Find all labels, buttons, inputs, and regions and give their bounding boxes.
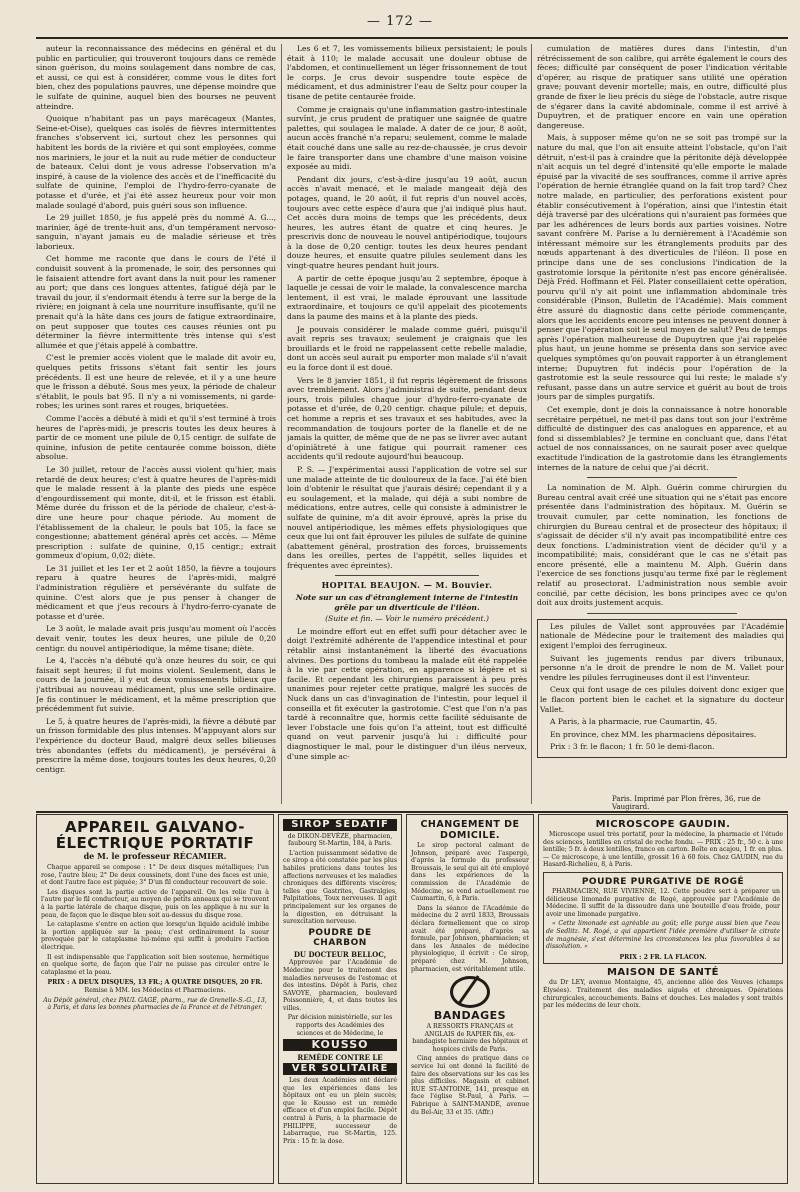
paragraph: En province, chez MM. les pharmaciens dépositaires. [550, 729, 757, 739]
vallet-notice [537, 619, 787, 758]
ad-title: VER SOLITAIRE [283, 1063, 397, 1075]
ad-text: Le sirop pectoral calmant de Johnson, préparé avec l'aspergè, d'après la formule du professeur Broussais, le seul qui ait été employé dans les expériences de la commission de l'Académie de Médecine, se vend actuellement rue Caumartin, 6, à Paris. [411, 842, 529, 903]
paragraph: auteur la reconnaissance des médecins en général et du public en particulier, qui trouveront toujours dans ce remède sinon guérison, du moins soulagement dans nombre de cas, et aussi, ce qui est à considérer, comme vous le dites fort bien, chez des populations pauvres, une dépense moindre que le sulfate de quinine, auquel bien des bourses ne peuvent atteindre. [36, 44, 276, 111]
paragraph: C'est le premier accès violent que le malade dit avoir eu, quelques petits frissons s'étant fait sentir les jours précédents. Il est une heure de relevée, et il y a une heure que le frisson a débuté. Sous mes yeux, la période de chaleur s'établit, le pouls bat 95. Il n'y a ni vomissements, ni garde-robes; les urines sont rares et rouges, briquetées. [36, 353, 276, 411]
section-divider [335, 575, 479, 576]
ad-subtitle: A RESSORTS FRANÇAIS et ANGLAIS de RAPIER fils, ex-bandagiste herniaire des hôpitaux et hospices civils de Paris. [412, 1023, 528, 1053]
column-divider [281, 44, 282, 804]
ad-text: Cinq années de pratique dans ce service lui ont donné la facilité de faire des observations sur les cas les plus difficiles. Magasin et cabinet RUE ST-ANTOINE, 141, presque en face l'église St-Paul, à Paris. — Fabrique à SAINT-MANDÉ, avenue du Bel-Air, 33 et 35. (Affr.) [411, 1055, 529, 1116]
paragraph: Mais, à supposer même qu'on ne se soit pas trompé sur la nature du mal, que l'on ait ensuite atteint l'obstacle, qu'on l'ait détruit, n'est-il pas à craindre que la péritonite déjà développée n'ait acquis un tel degré d'intensité qu'elle emporte le malade épuisé par la vivacité de ses souffrances, comme il arrive après l'opération de hernie étranglée quand on la fait trop tard? Chez notre malade, en particulier, des perforations existent pour établir consécutivement à l'opération, ainsi que l'intestin était déjà traversé par des ulcérations qui n'auraient pas formées que par les adhérences de leurs bords aux parties voisines. Notre savant confrère M. Parise a lu dernièrement à l'Académie son intéressant mémoire sur les étranglements produits par des nœuds appartenant à des diverticules de l'iléon. Il pose en principe dans une de ses conclusions l'indication de la gastrotomie lorsque la péritonite n'est pas encore généralisée. Déjà Fréd. Hoffmann et Fél. Plater conseillaient cette opération, pourvu qu'il n'y ait point une inflammation abdominale très considérable (Pinson, Bulletin de l'Académie). Mais comment être assuré du diagnostic dans cette période commençante, alors que les accidents encore peu intenses ne peuvent donner à penser que l'opération soit le seul moyen de salut? Peu de temps après l'opération malheureuse de Dupuytren que j'ai rappelée plus haut, un jeune homme se présenta dans son service avec quelques symptômes qu'on pouvait rapporter à un étranglement interne; Dupuytren fut indécis pour l'opération de la gastrotomie est la seule ressource qui lui reste; le malade s'y refusant, passe dans un autre service et guérit au bout de trois jours par de simples purgatifs. [537, 133, 787, 402]
ad-title: POUDRE PURGATIVE DE ROGÉ [581, 876, 745, 887]
paragraph: P. S. — J'expérimentai aussi l'application de votre sel sur une malade atteinte de tic douloureux de la face. J'ai été bien loin d'obtenir le résultat que j'aurais désiré; cependant il y a eu soulagement, et la malade, qui déjà a subi nombre de médications, entre autres, celle qui consiste à administrer le sulfate de quinine, m'a dit avoir éprouvé, après la prise du nouvel antipériodique, les mêmes effets physiologiques que ceux que lui ont fait éprouver les pilules de sulfate de quinine (abattement général, prostration des forces, bruissements dans les oreilles, pertes de l'appétit, selles liquides et fréquentes avec épreintes). [287, 464, 527, 570]
paragraph: Comme je craignais qu'une inflammation gastro-intestinale survînt, je crus prudent de pratiquer une saignée de quatre palettes, qui soulagea le malade. A dater de ce jour, 8 août, aucun accès franché n'a reparu; seulement, comme le malade était couché dans une salle au rez-de-chaussée, je crus devoir le faire transporter dans une chambre d'une maison voisine exposée au midi. [287, 104, 527, 172]
paragraph: A Paris, à la pharmacie, rue Caumartin, 45. [550, 717, 718, 727]
section-divider [587, 613, 737, 614]
ad-depot: Au Dépôt général, chez PAUL GAGÉ, pharm., rue de Grenelle-S.-G., 13, à Paris, et dans les bonnes pharmacies de la France et de l'étranger. [43, 996, 267, 1012]
ad-sirop-kousso [278, 814, 402, 1184]
ad-price: PRIX : A DEUX DISQUES, 13 FR.; A QUATRE DISQUES, 20 FR. [47, 979, 263, 987]
paragraph: Le 30 juillet, retour de l'accès aussi violent qu'hier, mais retardé de deux heures; c'est à quatre heures de l'après-midi que le malade ressent à la plante des pieds une espèce d'engourdissement qui monte, dit-il, et le frisson est établi. Même durée du frisson et de la période de chaleur, c'est-à-dire une heure pour chaque période. Au moment de l'établissement de la chaleur, le pouls bat 105, la face se congestionne; abattement général après cet accès. — Même prescription : sulfate de quinine, 0,15 centigr.; extrait gommeux d'opium, 0,02; diète. [36, 464, 276, 561]
ads-rule [36, 811, 788, 813]
paragraph: Le 31 juillet et les 1er et 2 août 1850, la fièvre a toujours reparu à quatre heures de l'après-midi, malgré l'administration régulière et persévérante du sulfate de quinine. C'est alors que je pus penser à changer de médicament et que j'eus recours à l'hydro-ferro-cyanate de potasse et d'urée. [36, 563, 276, 621]
ad-remise: Remise à MM. les Médecins et Pharmaciens. [84, 986, 226, 994]
ad-text: Approuvée par l'Académie de Médecine pour le traitement des maladies nerveuses de l'estomac et des intestins. Dépôt à Paris, chez SAVOYE, pharmacien, boulevard Poissonnière, 4, et dans toutes les villes. [283, 959, 397, 1012]
section-title: HOPITAL BEAUJON. — M. Bouvier. [321, 580, 493, 591]
ad-price: PRIX : 2 FR. LA FLACON. [619, 953, 707, 961]
paragraph: Prix : 3 fr. le flacon; 1 fr. 50 le demi-flacon. [550, 742, 715, 752]
ad-text: Les disques sont la partie active de l'appareil. On les relie l'un à l'autre par le fil conducteur, au moyen de petits anneaux qui se trouvent à la partie latérale de chaque disque, puis on les applique à nu sur la peau, de façon que le disque bleu soit au-dessus du disque rose. [41, 888, 269, 919]
ad-text: Les deux Académies ont déclaré que les expériences dans les hôpitaux ont eu un plein succès; que le Kousso est un remède efficace et d'un emploi facile. Dépôt central à Paris, à la pharmacie de PHILIPPE, successeur de Labarraque, rue St-Martin, 125. Prix : 15 fr. la dose. [283, 1077, 397, 1145]
paragraph: Quoique n'habitant pas un pays marécageux (Mantes, Seine-et-Oise), quelques cas isolés de fièvres intermittentes franches s'observent ici, surtout chez les personnes qui habitent les bords de la rivière et qui sont employées, comme nos mariniers, le jour et la nuit au rude métier de conducteur de bateaux. Celui dont je vous adresse l'observation m'a inspiré, à cause de la violence des accès et de l'inefficacité du sulfate de quinine, l'emploi de l'hydro-ferro-cyanate de potasse et d'urée, et j'ai été assez heureux pour voir mon malade soulagé d'abord, puis guéri sous son influence. [36, 114, 276, 210]
ad-subtitle: de M. le professeur RÉCAMIER. [83, 851, 227, 861]
ad-microscope [538, 814, 788, 1184]
article-column-3 [537, 44, 787, 804]
ad-galvano [36, 814, 274, 1184]
ad-subtitle: REMÈDE CONTRE LE [297, 1052, 383, 1062]
ad-title: SIROP SÉDATIF [283, 819, 397, 831]
column-divider [531, 44, 532, 804]
section-subtitle: Note sur un cas d'étranglement interne de l'intestin grêle par un diverticule de l'iléon. [295, 593, 519, 612]
paragraph: Vers le 8 janvier 1851, il fut repris légèrement de frissons avec tremblement. Alors j'administrai de suite, pendant deux jours, trois pilules chaque jour d'hydro-ferro-cyanate de potasse et d'urée, de 0,20 centigr. chaque pilule; et depuis, cet homme a repris et ses travaux et ses habitudes, avec la recommandation de toujours porter de la flanelle et de ne jamais la quitter, de même que de ne pas se livrer avec autant d'opiniâtreté à une fatigue qui pourrait ramener ces accidents qu'il redoute aujourd'hui beaucoup. [287, 375, 527, 462]
imprint-line: Paris. Imprimé par Plon frères, 36, rue de Vaugirard. [612, 795, 761, 811]
ad-text: Le cataplasme s'entre en action que lorsqu'un liquide acidulé imbibe la portion appliquée sur la peau; c'est ordinairement la sueur provoquée par le cataplasme lui-même qui suffit à produire l'action électrique. [41, 921, 269, 951]
paragraph: Le 29 juillet 1850, je fus appelé près du nommé A. G..., marinier, âgé de trente-huit ans, d'un tempérament nervoso-sanguin, n'ayant jamais eu de maladie sérieuse et très laborieux. [36, 213, 276, 251]
ad-title: CHANGEMENT DE DOMICILE. [420, 819, 520, 841]
ad-text: Dans la séance de l'Académie de médecine du 2 avril 1833, Broussais déclara formellement que ce sirop avait été préparé, d'après sa formule, par Johnson, pharmacien; et dans les Annales de médecine physiologique, il écrivit : Ce sirop, préparé chez M. Johnson, pharmacien, est véritablement utile. [411, 904, 529, 973]
paragraph: Comme l'accès a débuté à midi et qu'il s'est terminé à trois heures de l'après-midi, je prescris toutes les deux heures à partir de ce moment une pilule de 0,15 centigr. de sulfate de quinine, infusion de petite centaurée comme boisson, diète absolue. [36, 413, 276, 462]
paragraph: A partir de cette époque jusqu'au 2 septembre, époque à laquelle je cessai de voir le malade, la convalescence marcha lentement, il est vrai, le malade éprouvant une lassitude extraordinaire, et toujours ce qu'il appelait des picotements dans la paume des mains et à la plante des pieds. [287, 273, 527, 322]
ad-title: POUDRE DE CHARBON [308, 927, 372, 948]
ad-text: L'action puissamment sédative de ce sirop a été constatée par les plus habiles praticiens dans toutes les affections nerveuses et les maladies chroniques des différents viscères; telles que Gastrites, Gastralgies, Palpitations, Toux nerveuses. Il agit principalement sur les organes de la digestion, en détruisant la surexcitation nerveuse. [283, 849, 397, 926]
ad-text: Il est indispensable que l'application soit bien soutenue, hermétique en quelque sorte, de façon que l'air ne puisse pas circuler entre le cataplasme et la peau. [41, 953, 269, 976]
ad-title: MICROSCOPE GAUDIN. [595, 819, 731, 830]
section-note: (Suite et fin. — Voir le numéro précédent.) [325, 614, 489, 624]
ad-title: MAISON DE SANTÉ [606, 967, 720, 979]
article-column-1 [36, 44, 276, 804]
paragraph: Les 6 et 7, les vomissements bilieux persistaient; le pouls était à 110; le malade accusait une douleur obtuse de l'abdomen, et continuellement un léger frissonnement de tout le corps. Je crus devoir suspendre toute espèce de médicament, et dus administrer l'eau de Seltz pour couper la tisane de petite centaurée froide. [287, 44, 527, 101]
ad-title: APPAREIL GALVANO-ÉLECTRIQUE PORTATIF [55, 818, 255, 852]
paragraph: Les pilules de Vallet sont approuvées par l'Académie nationale de Médecine pour le traitement des maladies qui exigent l'emploi des ferrugineux. [540, 621, 784, 651]
page-number: — 172 — [366, 14, 434, 29]
ad-quote: « Cette limonade est agréable au goût; elle purge aussi bien que l'eau de Sedlitz. M. Rogé, a qui appartient l'idée première d'utiliser le citrate de magnésie, s'est déterminé les circonstances les plus favorables à sa dissolution. » [546, 920, 780, 951]
nomination-paragraph: La nomination de M. Alph. Guérin comme chirurgien du Bureau central avait créé une situation qui ne s'était pas encore présentée dans l'administration des hôpitaux. M. Guérin se trouvait cumuler, par cette nomination, les fonctions de chirurgien du Bureau central et de prosecteur des hôpitaux; il s'agissait de décider s'il n'y avait pas incompatibilité entre ces deux fonctions. L'administration vient de décider qu'il y a incompatibilité; mais, considérant que le cas ne s'était pas encore présenté, elle a maintenu M. Alph. Guérin dans l'exercice de ses fonctions jusqu'au terme fixé par le règlement relatif au prosectorat. L'administration nous semble avoir concilié, par cette décision, les bons principes avec ce qu'on doit aux droits justement acquis. [537, 483, 787, 608]
top-rule [36, 37, 788, 39]
ad-maker: de DIKON-DEVÉZE, pharmacien, faubourg St-Martin, 184, à Paris. [287, 832, 393, 848]
ad-text: Microscope usuel très portatif, pour la médecine, la pharmacie et l'étude des sciences, lentilles en cristal de roche fondu. — PRIX : 25 fr., 50 c. à une lentille; 5 fr. à deux lentilles, franco en carton. Boîte en acajou, 1 fr. en plus. — Ce microscope, à une lentille, grossit 16 à 60 fois. Chez GAUDIN, rue du Hasard-Richelieu, 8, à Paris. [543, 831, 783, 869]
paragraph: cumulation de matières dures dans l'intestin, d'un rétrécissement de son calibre, qui arrête également le cours des fèces; difficulté par conséquent de poser l'indication véritable d'opérer, au risque de pratiquer sans utilité une opération grave; pouvant devenir mortelle; mais, en outre, difficulté plus grande de fixer le lieu précis du siège de l'obstacle, autre risque de s'égarer dans la cavité abdominale, comme il est arrivé à Dupuytren, et de pratiquer encore en vain une opération dangereuse. [537, 44, 787, 130]
paragraph: Ceux qui font usage de ces pilules doivent donc exiger que le flacon portent bien le cachet et la signature du docteur Vallet. [540, 685, 784, 714]
ad-text: du Dr LEY, avenue Montaigne, 45, ancienne allée des Veuves (champs Élysées). Traitement des maladies aiguës et chroniques. Opérations chirurgicales, accouchements. Bains et douches. Les malades y sont traités par les médecins de leur choix. [543, 979, 783, 1010]
ad-text: PHARMACIEN, RUE VIVIENNE, 12. Cette poudre sert à préparer un délicieuse limonade purgative de Rogé, approuvée par l'Académie de Médecine. Il suffit de la dissoudre dans une bouteille d'eau froide, pour avoir une limonade purgative. [546, 887, 780, 918]
paragraph: Le 4, l'accès n'a débuté qu'à onze heures du soir, ce qui faisait sept heures; il fut moins violent. Seulement, dans le cours de la journée, il y eut deux vomissements bilieux que j'attribuai au nouveau médicament, plus une selle ordinaire. Je fis continuer le médicament, et la même prescription que précédemment fut suivie. [36, 656, 276, 714]
paragraph: Suivant les jugements rendus par divers tribunaux, personne n'a le droit de prendre le nom de M. Vallet pour vendre les pilules ferrugineuses dont il est l'inventeur. [540, 653, 784, 682]
ad-title: KOUSSO [283, 1039, 397, 1051]
paragraph: Je pouvais considérer le malade comme guéri, puisqu'il avait repris ses travaux; seulement je craignais que les brouillards et le froid ne rappelassent cette rebelle maladie, dont un accès seul aurait pu emporter mon malade s'il n'avait eu la force dont il est doué. [287, 324, 527, 372]
article-column-2 [287, 44, 527, 804]
ad-subtitle: DU DOCTEUR BELLOC, [293, 949, 387, 959]
paragraph: Cet exemple, dont je dois la connaissance à notre honorable secrétaire perpétuel, ne met-il pas dans tout son jour l'extrême difficulté de distinguer des cas analogues en apparence, et au fond si dissemblables? Je termine en concluant que, dans l'état actuel de nos connaissances, on ne saurait poser avec quelque exactitude l'indication de la gastrotomie dans les étranglements internes de la nature de celui que j'ai décrit. [537, 404, 787, 472]
paragraph: Pendant dix jours, c'est-à-dire jusqu'au 19 août, aucun accès n'avait menacé, et le malade mangeait déjà des potages, quand, le 20 août, il fut repris d'un nouvel accès, toujours avec cette espèce d'aura que j'ai indiqué plus haut. Cet accès dura moins de temps que les précédents, deux heures, les autres étant de quatre et cinq heures. Je prescrivis donc de nouveau le nouvel antipériodique, toujours à la dose de 0,20 centigr. toutes les deux heures pendant douze heures, et ensuite quatre pilules seulement dans les vingt-quatre heures pendant huit jours. [287, 174, 527, 271]
paragraph: Cet homme me raconte que dans le cours de l'été il conduisit souvent à la promenade, le soir, des personnes qui le faisaient attendre fort avant dans la nuit pour les ramener au port; que dans ces longues attentes, fatigué déjà par le travail du jour, il s'endormait étendu à terre sur la berge de la rivière; en joignant à cela une nourriture insuffisante, qu'il ne prenait qu'à la hâte dans ces jours de fatigue extraordinaire, on peut supposer que toutes ces causes réunies ont pu déterminer la fièvre intermittente très intense qui s'est allumée et que j'étais appelé à combattre. [36, 254, 276, 350]
section-divider [587, 477, 737, 478]
ad-title: BANDAGES [433, 1009, 507, 1023]
paragraph: Le moindre effort eut en effet suffi pour détacher avec le doigt l'extrémité adhérente de l'appendice intestinal et pour rétablir ainsi instantanément la liberté des évacuations alvines. Des portions du tombeau la malade eût été rappelée à la vie par cette opération, en apparence si légère et si facile. Et cependant les chirurgiens paraissent à peu près unanimes pour rejeter cette pratique, malgré les succès de Nuck dans un cas d'invagination de l'intestin, pour lequel il conseilla et fit exécuter la gastrotomie. C'est que l'on n'a pas tardé à reconnaître que, hormis cette facilité séduisante de lever l'obstacle une fois qu'on l'a atteint, tout est difficulté quand on veut parvenir jusqu'à lui : difficulté pour diagnostiquer le mal, pour le distinguer d'un iléus nerveux, d'une simple ac- [287, 626, 527, 761]
bandage-icon [450, 976, 490, 1008]
ad-changement-bandages [406, 814, 534, 1184]
paragraph: Le 3 août, le malade avait pris jusqu'au moment où l'accès devait venir, toutes les deux heures, une pilule de 0,20 centigr. du nouvel antipériodique, la même tisane; diète. [36, 624, 276, 653]
paragraph: Le 5, à quatre heures de l'après-midi, la fièvre a débuté par un frisson formidable des plus intenses. M'appuyant alors sur l'expérience du docteur Baud, malgré deux selles bilieuses très abondantes (effets du médicament), je persévérai à prescrire la même dose, toujours toutes les deux heures, 0,20 centigr. [36, 716, 276, 774]
ad-text: Chaque appareil se compose : 1° De deux disques métalliques; l'un rose, l'autre bleu; 2° De deux coussinets, dont l'une des faces est unie, et dont l'autre face est piquée; 3° D'un fil conducteur recouvert de soie. [41, 864, 269, 887]
ad-text: Par décision ministérielle, sur les rapports des Académies des sciences et de Médecine, le [287, 1014, 393, 1037]
poudre-purgative-box [543, 872, 783, 964]
